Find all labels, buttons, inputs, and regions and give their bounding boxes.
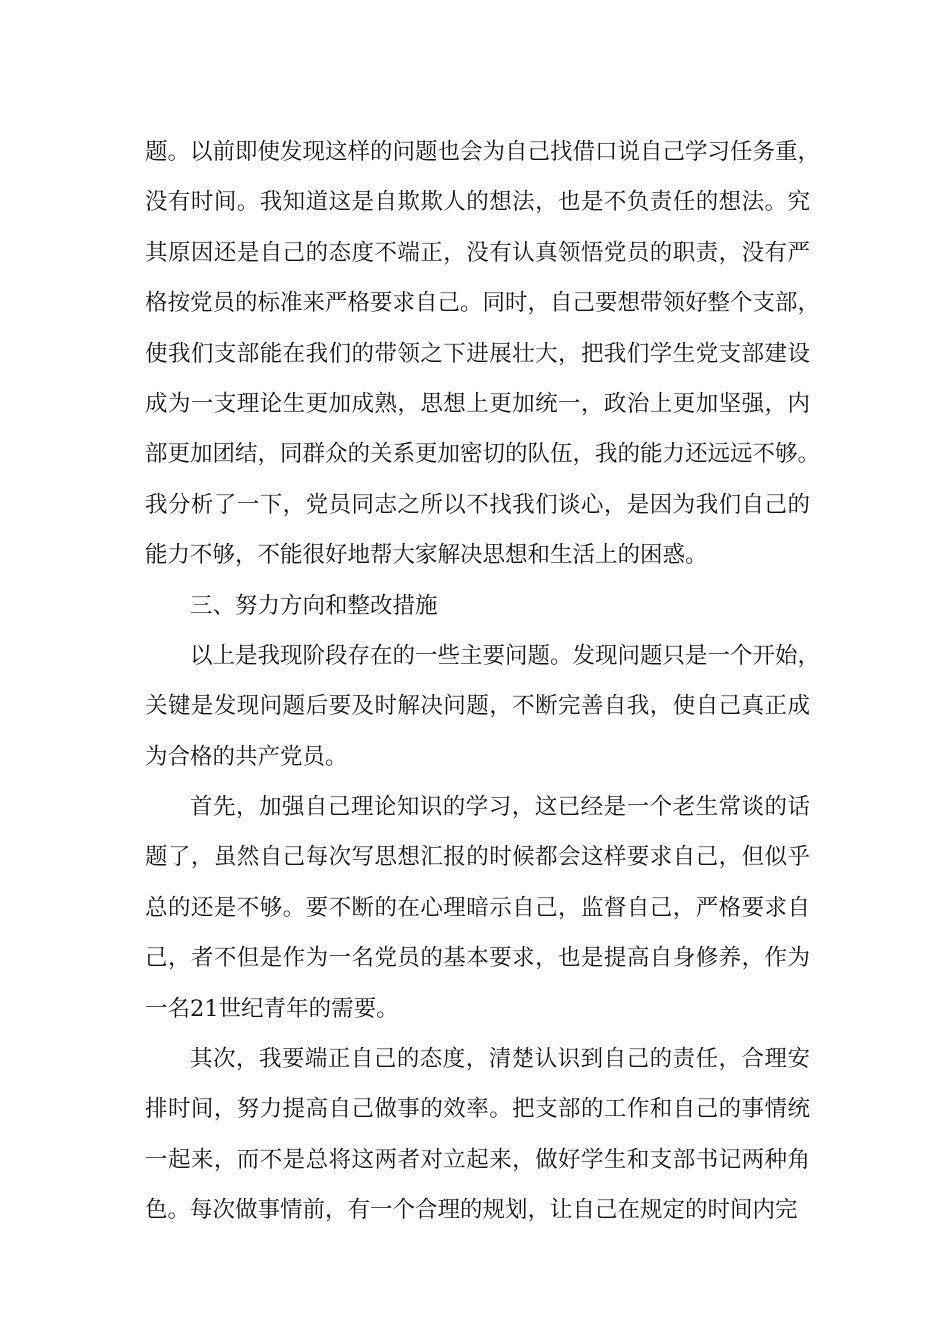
text-line: 首先，加强自己理论知识的学习，这已经是一个老生常谈的话 [190,794,810,821]
text-line: 部更加团结，同群众的关系更加密切的队伍，我的能力还远远不够。 [145,441,821,468]
text-line: 为合格的共产党员。 [145,743,348,770]
text-line: 题了，虽然自己每次写思想汇报的时候都会这样要求自己，但似乎 [145,844,810,871]
text-line: 题。以前即使发现这样的问题也会为自己找借口说自己学习任务重， [145,139,821,165]
text-line: 己，者不但是作为一名党员的基本要求，也是提高自身修养，作为 [145,945,810,972]
text-line: 其次，我要端正自己的态度，清楚认识到自己的责任，合理安 [190,1046,810,1073]
text-line: 总的还是不够。要不断的在心理暗示自己，监督自己，严格要求自 [145,894,810,921]
text-line: 一名21世纪青年的需要。 [145,995,399,1022]
text-line: 成为一支理论生更加成熟，思想上更加统一，政治上更加坚强，内 [145,390,810,417]
text-line: 关键是发现问题后要及时解决问题，不断完善自我，使自己真正成 [145,693,810,720]
text-line: 排时间，努力提高自己做事的效率。把支部的工作和自己的事情统 [145,1096,810,1123]
text-line: 没有时间。我知道这是自欺欺人的想法，也是不负责任的想法。究 [145,189,810,216]
paragraph-intro [145,631,821,782]
paragraph-continued [145,127,821,581]
text-line: 能力不够，不能很好地帮大家解决思想和生活上的困惑。 [145,542,708,569]
text-line: 三、努力方向和整改措施 [190,592,438,619]
paragraph-second [145,1034,810,1236]
text-line: 我分析了一下，党员同志之所以不找我们谈心，是因为我们自己的 [145,491,810,518]
text-line: 以上是我现阶段存在的一些主要问题。发现问题只是一个开始， [190,642,821,669]
document-body [145,127,821,1236]
text-line: 格按党员的标准来严格要求自己。同时，自己要想带领好整个支部， [145,290,821,317]
section-heading [145,581,810,631]
text-line: 使我们支部能在我们的带领之下进展壮大，把我们学生党支部建设 [145,340,810,367]
paragraph-first [145,782,810,1034]
text-line: 色。每次做事情前，有一个合理的规划，让自己在规定的时间内完 [145,1197,798,1224]
text-line: 其原因还是自己的态度不端正，没有认真领悟党员的职责，没有严 [145,239,810,266]
text-line: 一起来，而不是总将这两者对立起来，做好学生和支部书记两种角 [145,1146,810,1173]
